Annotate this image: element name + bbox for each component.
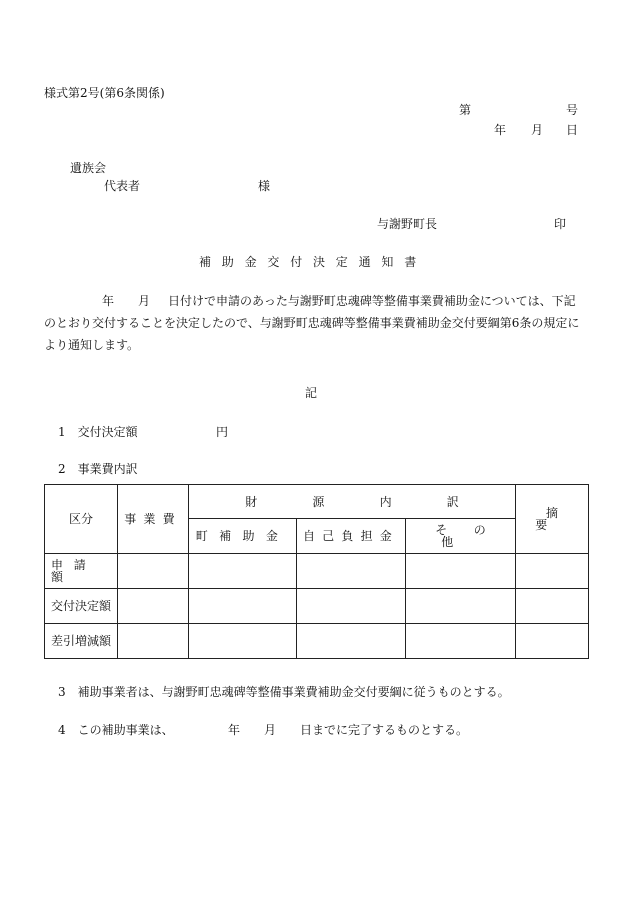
header-funding-breakdown: 財源内訳 (189, 485, 516, 519)
cell (406, 589, 516, 624)
document-title: 補助金交付決定通知書 (199, 255, 428, 269)
table-header-row (45, 485, 589, 519)
cell (189, 554, 297, 589)
body-main-text: 日付けで申請のあった与謝野町忠魂碑等整備事業費補助金については、下記のとおり交付することを決定したので、与謝野町忠魂碑等整備事業費補助金交付要綱第6条の規定により通知します。 (44, 294, 580, 352)
issue-date-year: 年 (494, 123, 507, 137)
cost-breakdown-table (44, 484, 589, 659)
body-date-year: 年 (102, 294, 115, 308)
item-2-label: 2 事業費内訳 (58, 462, 138, 476)
body-date-month: 月 (138, 294, 151, 308)
cell (189, 624, 297, 659)
document-number-suffix: 号 (566, 103, 579, 117)
table-row (45, 624, 589, 659)
table-row (45, 554, 589, 589)
header-other: その他 (406, 519, 516, 554)
recipient-honorific: 様 (258, 179, 271, 193)
issue-date-month: 月 (531, 123, 544, 137)
item-4-month: 月 (264, 723, 277, 737)
item-3: 3 補助事業者は、与謝野町忠魂碑等整備事業費補助金交付要綱に従うものとする。 (58, 685, 510, 699)
cell (118, 624, 189, 659)
cell (516, 589, 589, 624)
cell (297, 589, 406, 624)
cell (297, 624, 406, 659)
recipient-org: 遺族会 (70, 161, 107, 175)
cell (189, 589, 297, 624)
table-row (45, 589, 589, 624)
seal-mark: 印 (554, 217, 567, 231)
form-number: 様式第2号(第6条関係) (44, 86, 165, 100)
recipient-rep: 代表者 (104, 179, 141, 193)
header-cost: 事業費 (118, 485, 189, 554)
cell (406, 554, 516, 589)
header-category: 区分 (45, 485, 118, 554)
item-4-year: 年 (228, 723, 241, 737)
body-text (44, 290, 584, 356)
item-1-unit: 円 (216, 425, 229, 439)
header-notes: 摘要 (516, 485, 589, 554)
item-4-suffix: 日までに完了するものとする。 (300, 723, 469, 737)
document-number-prefix: 第 (459, 103, 472, 117)
header-town-subsidy: 町補助金 (189, 519, 297, 554)
body-paragraph (44, 290, 584, 356)
row-label: 差引増減額 (45, 624, 118, 659)
row-label: 申請額 (45, 554, 118, 589)
item-4-prefix: 4 この補助事業は、 (58, 723, 174, 737)
cell (297, 554, 406, 589)
cell (516, 624, 589, 659)
item-1-label: 1 交付決定額 (58, 425, 138, 439)
cell (516, 554, 589, 589)
header-self-funding: 自己負担金 (297, 519, 406, 554)
ki-heading: 記 (305, 386, 318, 400)
cell (406, 624, 516, 659)
row-label: 交付決定額 (45, 589, 118, 624)
issuer-title: 与謝野町長 (377, 217, 438, 231)
cell (118, 589, 189, 624)
cell (118, 554, 189, 589)
issue-date-day: 日 (566, 123, 579, 137)
